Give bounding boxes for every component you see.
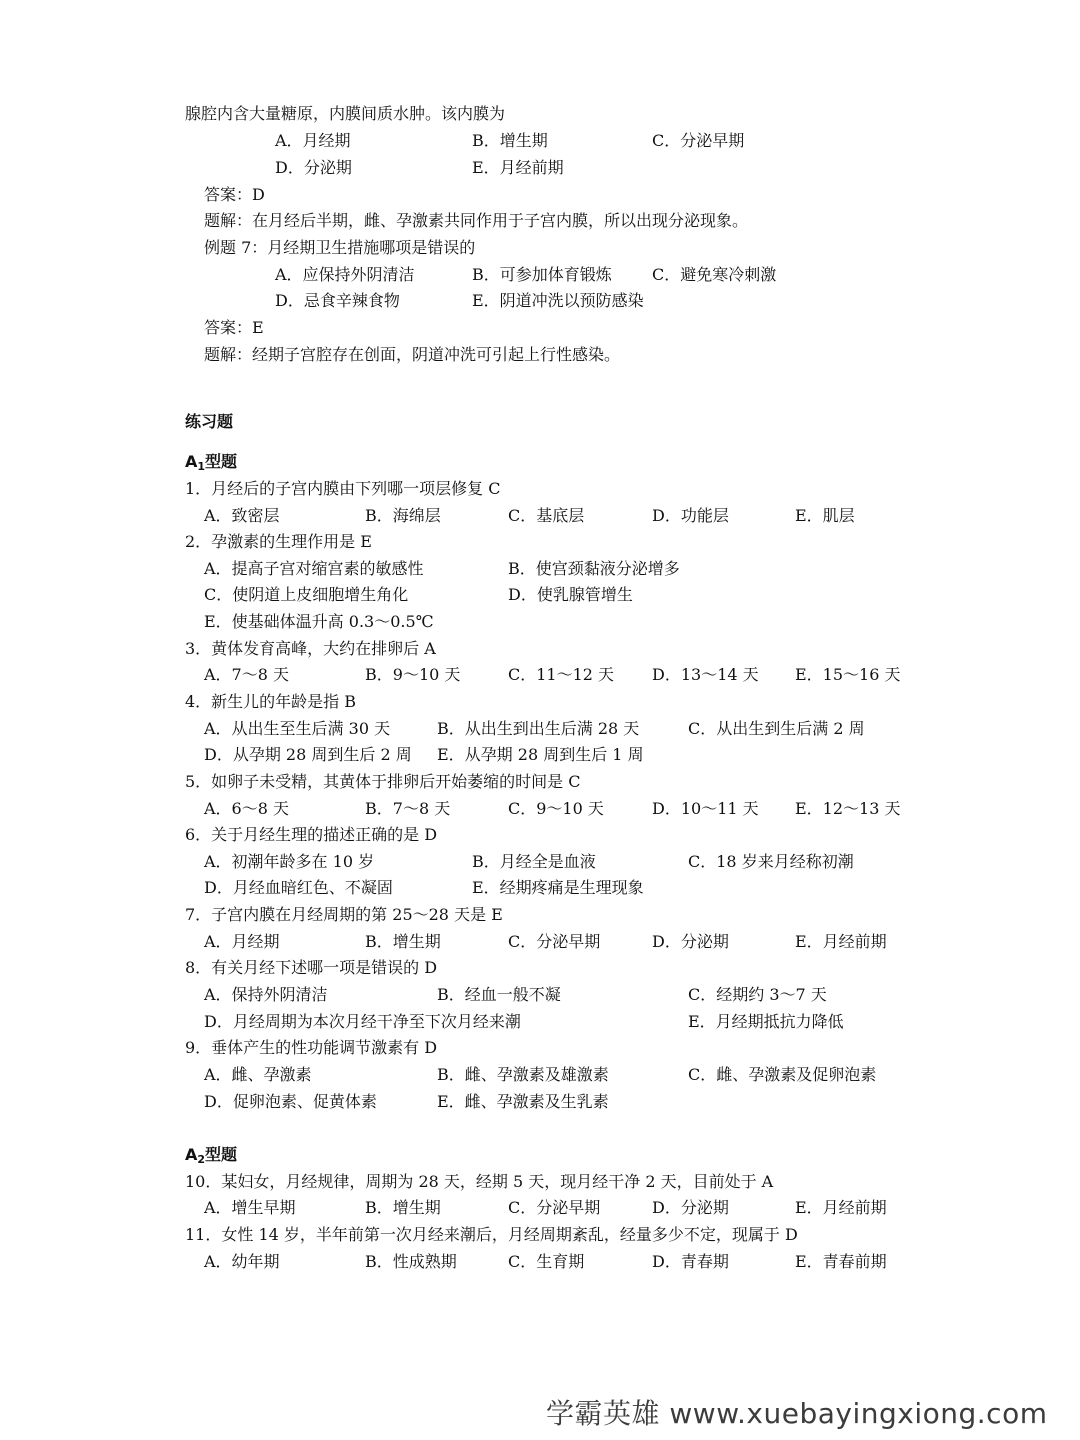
option-d: D．分泌期 [275, 158, 352, 177]
option-a: A．月经期 [275, 131, 351, 150]
a1-heading: $A_1$型题 [185, 452, 238, 473]
question-stem: 11．女性 14 岁，半年前第一次月经来潮后，月经周期紊乱，经量多少不定，现属于 D [185, 1225, 798, 1244]
option-d: D．青春期 [652, 1252, 729, 1271]
option-a: A．增生早期 [204, 1198, 296, 1217]
option-a: A．致密层 [204, 506, 280, 525]
option-d: D．促卵泡素、促黄体素 [204, 1092, 377, 1111]
option-d: D．忌食辛辣食物 [275, 291, 400, 310]
option-c: C．生育期 [508, 1252, 585, 1271]
question-stem: 6．关于月经生理的描述正确的是 D [185, 825, 438, 844]
option-e: E．经期疼痛是生理现象 [472, 878, 644, 897]
option-a: A．初潮年龄多在 10 岁 [204, 852, 375, 871]
option-b: B．9～10 天 [365, 665, 461, 684]
option-a: A．应保持外阴清洁 [275, 265, 415, 284]
option-b: B．使宫颈黏液分泌增多 [508, 559, 680, 578]
question-stem: 8．有关月经下述哪一项是错误的 D [185, 958, 438, 977]
option-d: D．月经周期为本次月经干净至下次月经来潮 [204, 1012, 521, 1031]
answer: 答案：D [204, 185, 265, 204]
option-c: C．18 岁来月经称初潮 [688, 852, 854, 871]
option-e: E．月经前期 [795, 1198, 887, 1217]
question-stem: 10．某妇女，月经规律，周期为 28 天，经期 5 天，现月经干净 2 天，目前处于 A [185, 1172, 774, 1191]
option-b: B．从出生到出生后满 28 天 [437, 719, 640, 738]
option-c: C．基底层 [508, 506, 585, 525]
question-stem: 1．月经后的子宫内膜由下列哪一项层修复 C [185, 479, 501, 498]
question-stem: 腺腔内含大量糖原，内膜间质水肿。该内膜为 [185, 104, 506, 123]
option-d: D．从孕期 28 周到生后 2 周 [204, 745, 412, 764]
option-e: E．雌、孕激素及生乳素 [437, 1092, 609, 1111]
option-a: A．从出生至生后满 30 天 [204, 719, 391, 738]
question-stem: 7．子宫内膜在月经周期的第 25～28 天是 E [185, 905, 503, 924]
option-e: E．阴道冲洗以预防感染 [472, 291, 644, 310]
question-stem: 5．如卵子未受精，其黄体于排卵后开始萎缩的时间是 C [185, 772, 581, 791]
option-b: B．雌、孕激素及雄激素 [437, 1065, 609, 1084]
example-stem: 例题 7：月经期卫生措施哪项是错误的 [204, 238, 476, 257]
option-e: E．青春前期 [795, 1252, 887, 1271]
option-c: C．使阴道上皮细胞增生角化 [204, 585, 409, 604]
option-c: C．避免寒冷刺激 [652, 265, 777, 284]
option-e: E．使基础体温升高 0.3～0.5℃ [204, 612, 434, 631]
option-e: E．12～13 天 [795, 799, 901, 818]
option-a: A．幼年期 [204, 1252, 280, 1271]
option-c: C．雌、孕激素及促卵泡素 [688, 1065, 877, 1084]
option-b: B．海绵层 [365, 506, 441, 525]
option-d: D．13～14 天 [652, 665, 759, 684]
option-a: A．7～8 天 [204, 665, 290, 684]
option-b: B．增生期 [472, 131, 548, 150]
a2-heading: $A_2$型题 [185, 1145, 238, 1166]
option-b: B．7～8 天 [365, 799, 451, 818]
option-c: C．11～12 天 [508, 665, 615, 684]
option-c: C．分泌早期 [508, 1198, 601, 1217]
option-a: A．6～8 天 [204, 799, 290, 818]
option-e: E．月经前期 [795, 932, 887, 951]
option-c: C．从出生到生后满 2 周 [688, 719, 865, 738]
explanation: 题解：在月经后半期，雌、孕激素共同作用于子宫内膜，所以出现分泌现象。 [204, 211, 749, 230]
option-e: E．月经前期 [472, 158, 564, 177]
option-e: E．肌层 [795, 506, 855, 525]
option-b: B．可参加体育锻炼 [472, 265, 612, 284]
question-stem: 3．黄体发育高峰，大约在排卵后 A [185, 639, 436, 658]
option-c: C．经期约 3～7 天 [688, 985, 827, 1004]
option-d: D．月经血暗红色、不凝固 [204, 878, 393, 897]
question-stem: 4．新生儿的年龄是指 B [185, 692, 357, 711]
question-stem: 9．垂体产生的性功能调节激素有 D [185, 1038, 438, 1057]
option-b: B．增生期 [365, 932, 441, 951]
option-e: E．月经期抵抗力降低 [688, 1012, 844, 1031]
option-c: C．9～10 天 [508, 799, 604, 818]
option-a: A．保持外阴清洁 [204, 985, 328, 1004]
option-d: D．10～11 天 [652, 799, 759, 818]
option-d: D．分泌期 [652, 1198, 729, 1217]
option-b: B．经血一般不凝 [437, 985, 561, 1004]
option-d: D．分泌期 [652, 932, 729, 951]
option-a: A．提高子宫对缩宫素的敏感性 [204, 559, 424, 578]
option-a: A．雌、孕激素 [204, 1065, 312, 1084]
option-d: D．使乳腺管增生 [508, 585, 633, 604]
question-stem: 2．孕激素的生理作用是 E [185, 532, 372, 551]
option-e: E．15～16 天 [795, 665, 901, 684]
watermark: 学霸英雄 www.xuebayingxiong.com [546, 1397, 1048, 1430]
option-c: C．分泌早期 [508, 932, 601, 951]
option-e: E．从孕期 28 周到生后 1 周 [437, 745, 644, 764]
explanation: 题解：经期子宫腔存在创面，阴道冲洗可引起上行性感染。 [204, 345, 621, 364]
option-c: C．分泌早期 [652, 131, 745, 150]
option-b: B．月经全是血液 [472, 852, 596, 871]
section-title: 练习题 [185, 412, 234, 431]
option-b: B．增生期 [365, 1198, 441, 1217]
answer: 答案：E [204, 318, 264, 337]
option-d: D．功能层 [652, 506, 729, 525]
option-a: A．月经期 [204, 932, 280, 951]
option-b: B．性成熟期 [365, 1252, 457, 1271]
